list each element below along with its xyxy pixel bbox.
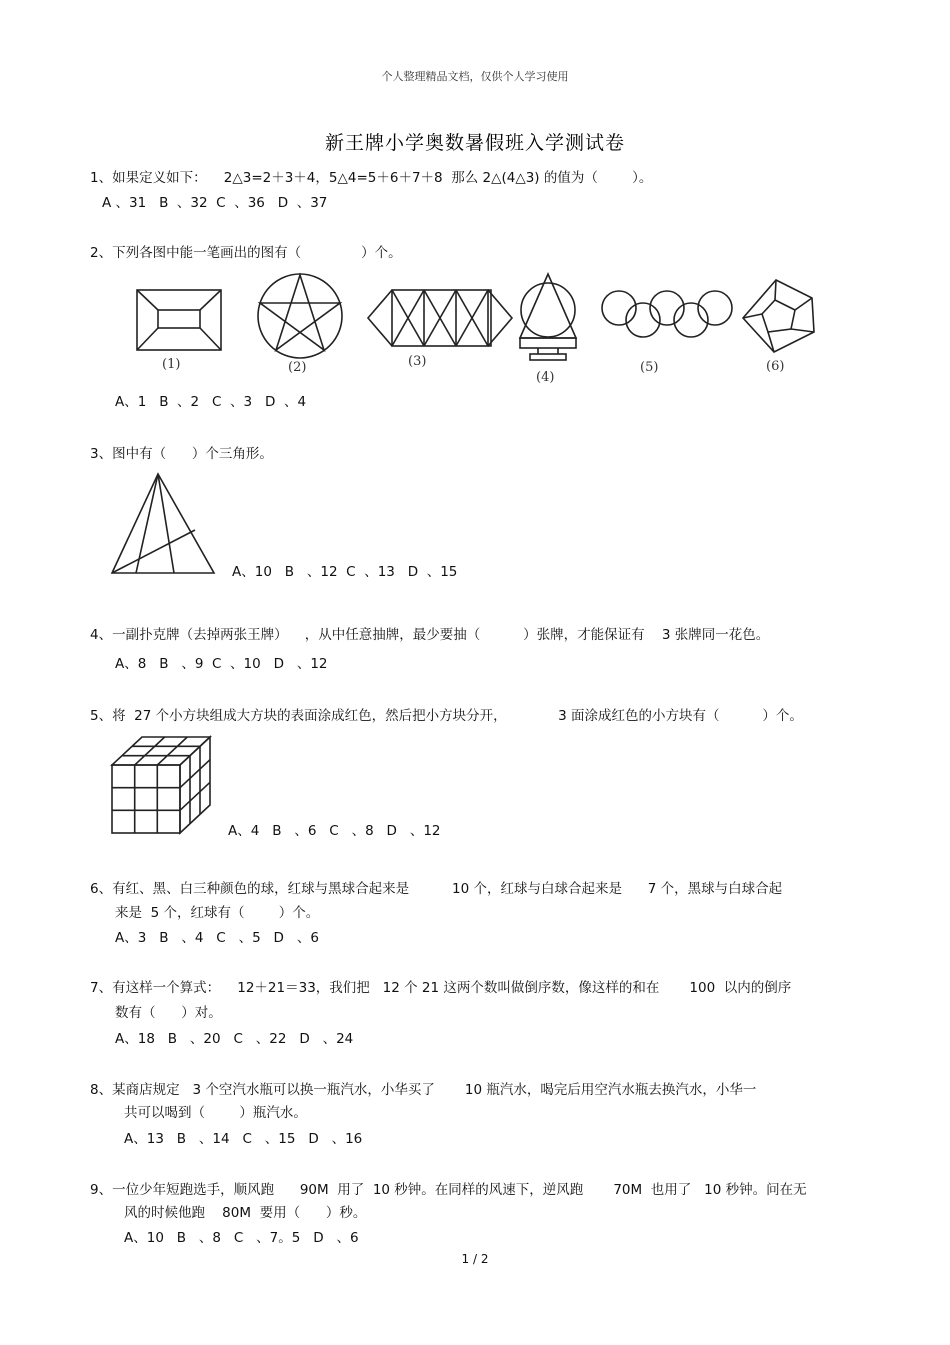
question-8-options: A、13 B 、14 C 、15 D 、16 (124, 1131, 363, 1147)
figure-label-6: (6) (766, 359, 785, 374)
question-3-triangle-figure (110, 470, 220, 578)
question-1-options: A 、31 B 、32 C 、36 D 、37 (102, 195, 328, 211)
question-1-text: 1、如果定义如下： 2△3=2＋3＋4，5△4=5＋6＋7＋8 那么 2△(4△3) 的值为（ ）。 (90, 170, 653, 186)
figure-2-star-in-circle (258, 274, 342, 358)
figure-1-nested-rectangles (137, 290, 221, 350)
page-header: 个人整理精品文档，仅供个人学习使用 (381, 70, 569, 83)
question-5-text: 5、将 27 个小方块组成大方块的表面涂成红色，然后把小方块分开， 3 面涂成红色的小方块有（ ）个。 (90, 708, 803, 724)
question-5-options: A、4 B 、6 C 、8 D 、12 (228, 823, 441, 839)
figure-5-five-rings (602, 291, 732, 337)
question-6-options: A、3 B 、4 C 、5 D 、6 (115, 930, 319, 946)
question-4-text: 4、一副扑克牌（去掉两张王牌） ，从中任意抽牌，最少要抽（ ）张牌，才能保证有 3 张牌同一花色。 (90, 627, 770, 643)
question-7-text-continued: 数有（ ）对。 (115, 1005, 222, 1021)
question-3-text: 3、图中有（ ）个三角形。 (90, 446, 273, 462)
page-number: 1 / 2 (461, 1252, 489, 1266)
question-2-figures (120, 268, 840, 393)
question-5-cube-figure (110, 735, 214, 837)
question-4-options: A、8 B 、9 C 、10 D 、12 (115, 656, 328, 672)
figure-4-tree-shape (520, 274, 576, 360)
figure-label-3: (3) (408, 354, 427, 369)
question-9-options: A、10 B 、8 C 、7。5 D 、6 (124, 1230, 359, 1246)
figure-3-crossed-boxes (368, 290, 512, 346)
question-2-text: 2、下列各图中能一笔画出的图有（ ）个。 (90, 245, 402, 261)
question-8-text-continued: 共可以喝到（ ）瓶汽水。 (124, 1105, 307, 1121)
page-title: 新王牌小学奥数暑假班入学测试卷 (324, 132, 625, 154)
question-8-text: 8、某商店规定 3 个空汽水瓶可以换一瓶汽水，小华买了 10 瓶汽水，喝完后用空汽水瓶去换汽水，小华一 (90, 1082, 757, 1098)
figure-label-5: (5) (640, 360, 659, 375)
figure-label-4: (4) (536, 370, 555, 385)
question-9-text-continued: 风的时候他跑 80M 要用（ ）秒。 (124, 1205, 367, 1221)
figure-label-2: (2) (288, 360, 307, 375)
figure-label-1: (1) (162, 357, 181, 372)
question-6-text: 6、有红、黑、白三种颜色的球，红球与黑球合起来是 10 个，红球与白球合起来是 7 个，黑球与白球合起 (90, 881, 783, 897)
question-2-options: A、1 B 、2 C 、3 D 、4 (115, 394, 307, 410)
question-6-text-continued: 来是 5 个，红球有（ ）个。 (115, 905, 320, 921)
figure-6-nested-pentagon (743, 280, 814, 352)
question-9-text: 9、一位少年短跑选手，顺风跑 90M 用了 10 秒钟。在同样的风速下，逆风跑 70M 也用了 10 秒钟。问在无 (90, 1182, 807, 1198)
question-7-text: 7、有这样一个算式： 12＋21＝33，我们把 12 个 21 这两个数叫做倒序数，像这样的和在 100 以内的倒序 (90, 980, 792, 996)
question-7-options: A、18 B 、20 C 、22 D 、24 (115, 1031, 354, 1047)
question-3-options: A、10 B 、12 C 、13 D 、15 (232, 564, 458, 580)
